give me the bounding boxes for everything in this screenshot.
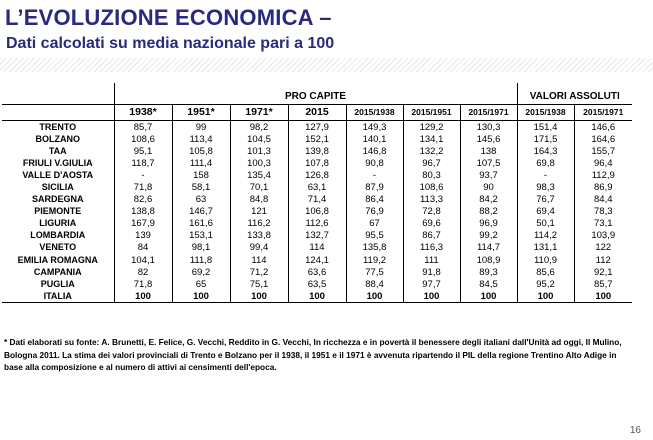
table-cell: - — [114, 169, 172, 181]
table-cell: 50,1 — [517, 218, 574, 230]
table-cell: 107,5 — [460, 157, 517, 169]
region-name: BOLZANO — [35, 133, 80, 144]
table-cell: 88,2 — [460, 206, 517, 218]
table-cell: 138 — [460, 145, 517, 157]
page-number: 16 — [629, 425, 641, 436]
table-cell: 129,2 — [403, 121, 460, 134]
table-cell: 164,6 — [574, 133, 632, 145]
table-cell: 116,2 — [230, 218, 288, 230]
table-cell: 100,3 — [230, 157, 288, 169]
table-cell: 113,4 — [172, 133, 230, 145]
group-header-row — [2, 83, 632, 105]
region-name: VALLE D'AOSTA — [22, 169, 94, 180]
table-cell: 71,4 — [288, 194, 346, 206]
table-cell: 114,7 — [460, 242, 517, 254]
table-cell: 132,2 — [403, 145, 460, 157]
region-name: TRENTO — [39, 121, 77, 132]
table-cell: 149,3 — [346, 121, 403, 134]
table-cell: 96,7 — [403, 157, 460, 169]
table-row — [2, 181, 632, 193]
table-cell: 98,1 — [172, 242, 230, 254]
table-cell: 69,4 — [517, 206, 574, 218]
table-cell: 65 — [172, 278, 230, 290]
region-name: PUGLIA — [40, 278, 75, 289]
table-cell: 103,9 — [574, 230, 632, 242]
table-cell: 63,5 — [288, 278, 346, 290]
table-cell: 104,5 — [230, 133, 288, 145]
column-header-row — [2, 105, 632, 121]
table-cell: 126,8 — [288, 169, 346, 181]
table-cell: 92,1 — [574, 266, 632, 278]
table-body — [2, 121, 632, 303]
table-cell: 90,8 — [346, 157, 403, 169]
pro-capite-header: PRO CAPITE — [114, 83, 517, 105]
table-cell: 70,1 — [230, 181, 288, 193]
region-name: CAMPANIA — [33, 266, 82, 277]
table-row — [2, 290, 632, 303]
region-name: ITALIA — [2, 290, 114, 303]
table-cell: 69,8 — [517, 157, 574, 169]
region-name: LOMBARDIA — [30, 230, 86, 241]
economic-data-table — [2, 83, 632, 303]
source-footnote: * Dati elaborati su fonte: A. Brunetti, E. Felice, G. Vecchi, Reddito in G. Vecchi, In ricchezza e in povertà il benessere degli italiani dall'Unità ad oggi, Il Mulino, Bologna 2011. La stima dei valori provinciali di Trento e Bolzano per il 1938, il 1951 e il 1971 è avvenuta ripartendo il PIL della regione Trentino Alto Adige in base alla composizione e al numero di attivi ai censimenti dell'epoca. — [4, 337, 622, 372]
table-row — [2, 194, 632, 206]
table-cell: 130,3 — [460, 121, 517, 134]
column-header: 2015/1971 — [574, 105, 632, 121]
region-name: VENETO — [39, 242, 77, 253]
table-cell: 100 — [574, 290, 632, 303]
table-cell: 84,5 — [460, 278, 517, 290]
column-header: 2015/1938 — [517, 105, 574, 121]
table-cell: 171,5 — [517, 133, 574, 145]
table-cell: 112,6 — [288, 218, 346, 230]
table-cell: 85,7 — [574, 278, 632, 290]
table-cell: 72,8 — [403, 206, 460, 218]
table-cell: 63,6 — [288, 266, 346, 278]
table-cell: 58,1 — [172, 181, 230, 193]
table-row — [2, 121, 632, 134]
table-cell: 140,1 — [346, 133, 403, 145]
table-cell: 122 — [574, 242, 632, 254]
table-cell: 82,6 — [114, 194, 172, 206]
table-cell: 67 — [346, 218, 403, 230]
table-cell: 158 — [172, 169, 230, 181]
table-cell: 105,8 — [172, 145, 230, 157]
table-cell: 119,2 — [346, 254, 403, 266]
table-cell: 78,3 — [574, 206, 632, 218]
table-cell: 146,6 — [574, 121, 632, 134]
region-name: FRIULI V.GIULIA — [22, 157, 93, 168]
table-cell: 71,8 — [114, 181, 172, 193]
region-name: SICILIA — [41, 182, 74, 193]
table-cell: 99 — [172, 121, 230, 134]
table-cell: 146,7 — [172, 206, 230, 218]
table-cell: 112,9 — [574, 169, 632, 181]
table-cell: 111 — [403, 254, 460, 266]
table-cell: 98,3 — [517, 181, 574, 193]
table-cell: 84,8 — [230, 194, 288, 206]
region-header-cell — [2, 105, 114, 121]
table-cell: 135,8 — [346, 242, 403, 254]
table-cell: 96,4 — [574, 157, 632, 169]
table-cell: 116,3 — [403, 242, 460, 254]
table-cell: 108,6 — [403, 181, 460, 193]
table-cell: 89,3 — [460, 266, 517, 278]
table-cell: 153,1 — [172, 230, 230, 242]
page-title: L’EVOLUZIONE ECONOMICA – — [5, 5, 332, 30]
table-cell: 135,4 — [230, 169, 288, 181]
table-cell: 84 — [114, 242, 172, 254]
table-cell: 75,1 — [230, 278, 288, 290]
decorative-stripe — [0, 58, 653, 72]
table-cell: 112 — [574, 254, 632, 266]
column-header: 1971* — [230, 105, 288, 121]
table-cell: 121 — [230, 206, 288, 218]
table-cell: 63,1 — [288, 181, 346, 193]
table-cell: 108,6 — [114, 133, 172, 145]
table-cell: 73,1 — [574, 218, 632, 230]
table-cell: 132,7 — [288, 230, 346, 242]
table-cell: 127,9 — [288, 121, 346, 134]
table-cell: 138,8 — [114, 206, 172, 218]
empty-header-cell — [2, 83, 114, 105]
column-header: 1951* — [172, 105, 230, 121]
region-name: SARDEGNA — [31, 194, 84, 205]
table-cell: 100 — [517, 290, 574, 303]
table-cell: 114 — [288, 242, 346, 254]
table-cell: 113,3 — [403, 194, 460, 206]
table-cell: 133,8 — [230, 230, 288, 242]
table-cell: 146,8 — [346, 145, 403, 157]
table-cell: 108,9 — [460, 254, 517, 266]
table-cell: 118,7 — [114, 157, 172, 169]
column-header: 2015/1951 — [403, 105, 460, 121]
table-row — [2, 169, 632, 181]
table-cell: 145,6 — [460, 133, 517, 145]
table-cell: 95,5 — [346, 230, 403, 242]
table-cell: 161,6 — [172, 218, 230, 230]
table-cell: - — [346, 169, 403, 181]
table-cell: 86,7 — [403, 230, 460, 242]
table-cell: 100 — [346, 290, 403, 303]
table-cell: 152,1 — [288, 133, 346, 145]
table-cell: 155,7 — [574, 145, 632, 157]
table-cell: 164,3 — [517, 145, 574, 157]
table-row — [2, 278, 632, 290]
table-cell: 88,4 — [346, 278, 403, 290]
table-cell: 110,9 — [517, 254, 574, 266]
table-cell: 63 — [172, 194, 230, 206]
table-row — [2, 133, 632, 145]
table-cell: 85,6 — [517, 266, 574, 278]
table-cell: 77,5 — [346, 266, 403, 278]
table-cell: 100 — [172, 290, 230, 303]
table-cell: 100 — [460, 290, 517, 303]
table-cell: 95,2 — [517, 278, 574, 290]
table-cell: 99,4 — [230, 242, 288, 254]
table-row — [2, 230, 632, 242]
table-cell: 91,8 — [403, 266, 460, 278]
table-cell: 99,2 — [460, 230, 517, 242]
column-header: 1938* — [114, 105, 172, 121]
table-cell: 69,2 — [172, 266, 230, 278]
table-cell: 106,8 — [288, 206, 346, 218]
table-cell: 131,1 — [517, 242, 574, 254]
table-cell: 95,1 — [114, 145, 172, 157]
region-name: EMILIA ROMAGNA — [17, 254, 98, 265]
table-row — [2, 157, 632, 169]
table-cell: 114 — [230, 254, 288, 266]
column-header: 2015/1938 — [346, 105, 403, 121]
table-cell: 100 — [288, 290, 346, 303]
table-cell: 84,2 — [460, 194, 517, 206]
table-cell: 84,4 — [574, 194, 632, 206]
table-cell: 151,4 — [517, 121, 574, 134]
table-cell: 93,7 — [460, 169, 517, 181]
table-cell: 139,8 — [288, 145, 346, 157]
table-cell: 100 — [114, 290, 172, 303]
table-cell: 85,7 — [114, 121, 172, 134]
region-name: LIGURIA — [39, 218, 77, 229]
table-cell: 100 — [403, 290, 460, 303]
table-row — [2, 242, 632, 254]
table-cell: 104,1 — [114, 254, 172, 266]
table-cell: 124,1 — [288, 254, 346, 266]
table-row — [2, 254, 632, 266]
table-cell: 69,6 — [403, 218, 460, 230]
region-name: TAA — [48, 145, 67, 156]
table-cell: 111,4 — [172, 157, 230, 169]
table-cell: 86,4 — [346, 194, 403, 206]
table-cell: 139 — [114, 230, 172, 242]
table-cell: 71,8 — [114, 278, 172, 290]
table-cell: 98,2 — [230, 121, 288, 134]
table-row — [2, 266, 632, 278]
page-subtitle: Dati calcolati su media nazionale pari a 100 — [6, 35, 335, 52]
table-cell: 114,2 — [517, 230, 574, 242]
table-cell: 80,3 — [403, 169, 460, 181]
table-cell: 100 — [230, 290, 288, 303]
column-header: 2015/1971 — [460, 105, 517, 121]
table-cell: - — [517, 169, 574, 181]
table-cell: 101,3 — [230, 145, 288, 157]
table-cell: 71,2 — [230, 266, 288, 278]
table-row — [2, 206, 632, 218]
valori-assoluti-header: VALORI ASSOLUTI — [517, 83, 632, 105]
table-cell: 96,9 — [460, 218, 517, 230]
region-name: PIEMONTE — [34, 206, 82, 217]
table-cell: 86,9 — [574, 181, 632, 193]
table-cell: 90 — [460, 181, 517, 193]
table-row — [2, 218, 632, 230]
table-cell: 134,1 — [403, 133, 460, 145]
table-cell: 76,9 — [346, 206, 403, 218]
table-cell: 111,8 — [172, 254, 230, 266]
table-cell: 87,9 — [346, 181, 403, 193]
table-cell: 82 — [114, 266, 172, 278]
table-cell: 97,7 — [403, 278, 460, 290]
column-header: 2015 — [288, 105, 346, 121]
table-cell: 107,8 — [288, 157, 346, 169]
table-row — [2, 145, 632, 157]
table-cell: 167,9 — [114, 218, 172, 230]
table-cell: 76,7 — [517, 194, 574, 206]
